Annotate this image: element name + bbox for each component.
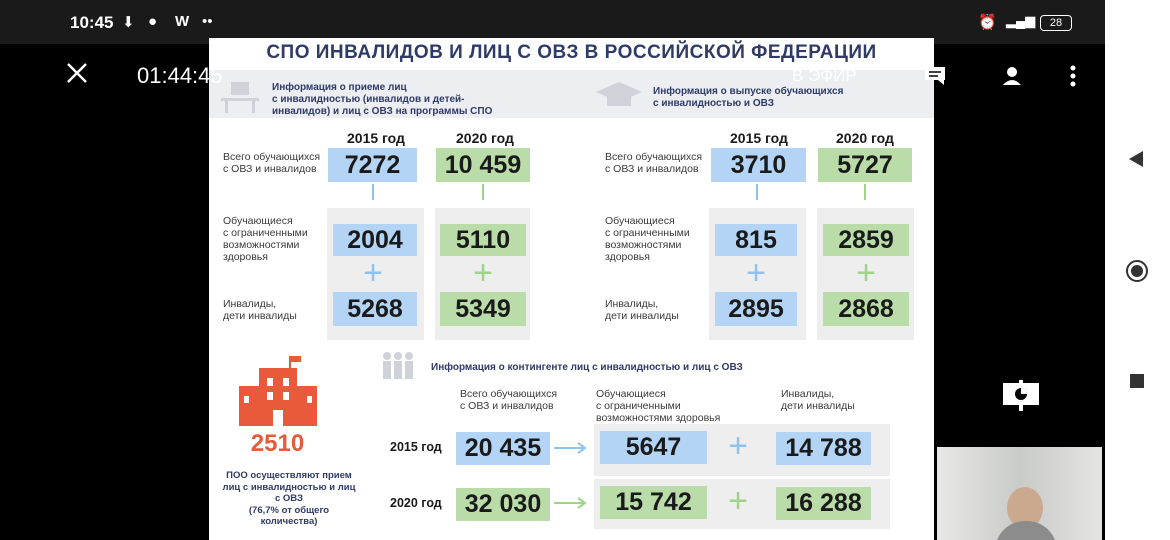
plus-icon: + (746, 254, 766, 292)
status-time: 10:45 (70, 13, 114, 32)
battery-indicator: 28 (1040, 15, 1072, 31)
back-button[interactable] (1127, 150, 1145, 168)
more-vertical-icon (1068, 64, 1078, 88)
plus-icon: + (728, 427, 748, 465)
admission-total-2020: 10 459 (436, 148, 530, 182)
contingent-heading: Информация о контингенте лиц с инвалидностью и лиц с ОВЗ (431, 362, 743, 373)
admission-heading: Информация о приеме лиц с инвалидностью (инвалидов и детей- инвалидов) и лиц с ОВЗ на программы СПО (272, 82, 493, 117)
arrow-down-icon (372, 184, 374, 200)
live-label: В ЭФИР (792, 66, 857, 85)
presentation-slide (209, 38, 934, 540)
presentation-mode-button[interactable] (1002, 380, 1040, 417)
contingent-inv-2015: 14 788 (776, 432, 871, 465)
contingent-inv-2020: 16 288 (776, 487, 871, 520)
plus-icon: + (728, 482, 748, 520)
graduation-year-2020: 2020 год (836, 130, 894, 146)
graduation-cap-icon (594, 80, 644, 110)
contingent-col-ovz: Обучающиеся с ограниченными возможностями здоровья (596, 388, 721, 424)
admission-total-2015: 7272 (328, 148, 417, 182)
graduation-inv-2020: 2868 (823, 292, 909, 326)
recents-button[interactable] (1129, 373, 1145, 389)
graduation-ovz-2015: 815 (715, 224, 797, 256)
close-button[interactable] (64, 60, 90, 86)
contingent-col-inv: Инвалиды, дети инвалиды (781, 388, 855, 412)
presentation-icon (1002, 380, 1040, 412)
home-button[interactable] (1125, 259, 1149, 283)
contingent-year-2020: 2020 год (390, 496, 442, 510)
admission-total-label: Всего обучающихся с ОВЗ и инвалидов (223, 151, 321, 175)
person-icon (1002, 66, 1022, 86)
contingent-col-total: Всего обучающихся с ОВЗ и инвалидов (460, 388, 558, 412)
contingent-total-2015: 20 435 (456, 432, 550, 465)
stream-timer: 01:44:45 (137, 63, 223, 88)
orgs-count: 2510 (250, 430, 305, 457)
slide-title: СПО ИНВАЛИДОВ И ЛИЦ С ОВЗ В РОССИЙСКОЙ ФЕДЕРАЦИИ (266, 42, 877, 63)
signal-icon: ▂▄▆ (1006, 13, 1036, 28)
plus-icon: + (473, 254, 493, 292)
graduation-ovz-2020: 2859 (823, 224, 909, 256)
graduation-total-label: Всего обучающихся с ОВЗ и инвалидов (605, 151, 703, 175)
graduation-inv-label: Инвалиды, дети инвалиды (605, 298, 679, 322)
app-w-icon: W (175, 13, 190, 30)
arrow-right-icon (554, 497, 588, 509)
participant-video-thumbnail[interactable] (937, 447, 1102, 540)
chat-icon (924, 66, 946, 86)
alarm-icon: ⏰ (978, 14, 997, 31)
building-icon (237, 356, 319, 428)
plus-icon: + (363, 254, 383, 292)
chat-button[interactable] (924, 66, 946, 91)
plus-icon: + (856, 254, 876, 292)
contingent-ovz-2020: 15 742 (600, 486, 707, 519)
chat-icon: ● (148, 13, 158, 30)
orgs-description: ПОО осуществляют прием лиц с инвалидностью и лиц с ОВЗ (76,7% от общего количества) (222, 470, 356, 527)
participants-button[interactable] (1002, 66, 1022, 91)
people-icon (380, 350, 416, 382)
graduation-year-2015: 2015 год (730, 130, 788, 146)
arrow-down-icon (864, 184, 866, 200)
graduation-total-2015: 3710 (711, 148, 806, 182)
admission-ovz-2015: 2004 (333, 224, 417, 256)
arrow-right-icon (554, 442, 588, 454)
close-icon (64, 60, 90, 86)
graduation-heading: Информация о выпуске обучающихся с инвалидностью и ОВЗ (653, 86, 844, 109)
navigation-bar (1105, 0, 1170, 540)
contingent-year-2015: 2015 год (390, 440, 442, 454)
admission-year-2020: 2020 год (456, 130, 514, 146)
admission-ovz-2020: 5110 (440, 224, 526, 256)
admission-ovz-label: Обучающиеся с ограниченными возможностями здоровья (223, 215, 308, 263)
graduation-total-2020: 5727 (818, 148, 912, 182)
contingent-total-2020: 32 030 (456, 488, 550, 521)
graduation-ovz-label: Обучающиеся с ограниченными возможностями здоровья (605, 215, 690, 263)
contingent-ovz-2015: 5647 (600, 431, 707, 464)
admission-inv-2015: 5268 (333, 292, 417, 326)
arrow-down-icon (756, 184, 758, 200)
admission-inv-2020: 5349 (440, 292, 526, 326)
arrow-down-icon (482, 184, 484, 200)
more-notifications-icon: •• (202, 13, 213, 30)
graduation-inv-2015: 2895 (715, 292, 797, 326)
download-icon: ⬇ (122, 14, 135, 31)
desk-icon (217, 80, 263, 114)
admission-inv-label: Инвалиды, дети инвалиды (223, 298, 297, 322)
more-options-button[interactable] (1068, 64, 1078, 93)
admission-year-2015: 2015 год (347, 130, 405, 146)
